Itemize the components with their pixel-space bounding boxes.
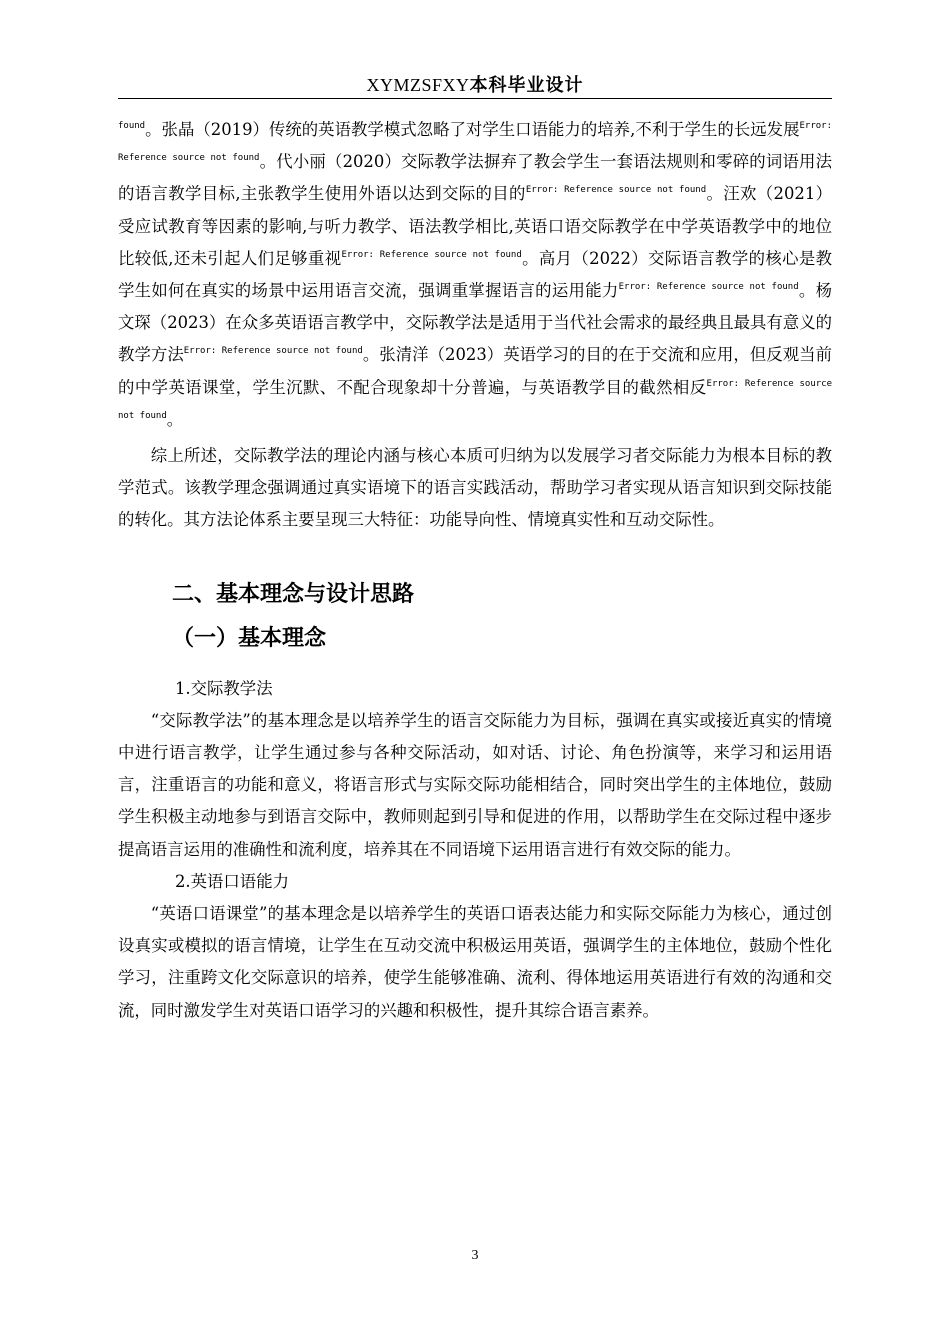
- error-ref: Error: Reference source not found: [525, 185, 707, 196]
- text-segment: 。代小丽（2020）交际教学法摒弃了教会学生一套语法规则和零碎的词语用法的语言教学目标,主张教学生使用外语以达到交际的目的: [118, 152, 832, 204]
- text-segment: 。高月（2022）交际语言教学的核心是教学生如何在真实的场景中运用语言交流，强调重掌握语言的运用能力: [118, 248, 833, 301]
- text-segment: 。杨文琛（2023）在众多英语语言教学中，交际教学法是适用于当代社会需求的最经典且最具有意义的教学方法: [118, 281, 832, 365]
- item2-title: 2.英语口语能力: [175, 871, 289, 891]
- error-ref: Error: Reference source not found: [341, 249, 522, 260]
- spacer: [118, 537, 832, 579]
- error-ref-fragment: found: [118, 121, 146, 131]
- header-title-cn: 本科毕业设计: [469, 75, 584, 96]
- text-segment: 。汪欢（2021）受应试教育等因素的影响,与听力教学、语法教学相比,英语口语交际教学在中学英语教学中的地位比较低,还未引起人们足够重视: [118, 184, 833, 268]
- paragraph-literature-review: [118, 114, 832, 436]
- page-body: [118, 114, 832, 1027]
- text-segment: 。张晶（2019）传统的英语教学模式忽略了对学生口语能力的培养,不利于学生的长远发展: [145, 120, 800, 139]
- error-ref: Error: Reference source not found: [618, 282, 799, 293]
- section-title: 二、基本理念与设计思路: [172, 581, 415, 607]
- error-ref: Error: Reference source not found: [118, 121, 832, 164]
- error-ref: Error: Reference source not found: [183, 346, 363, 357]
- item1-body: “交际教学法”的基本理念是以培养学生的语言交际能力为目标，强调在真实或接近真实的情境中进行语言教学，让学生通过参与各种交际活动，如对话、讨论、角色扮演等，来学习和运用语言，注重语言的功能和意义，将语言形式与实际交际功能相结合，同时突出学生的主体地位，鼓励学生积极主动地参与到语言交际中，教师则起到引导和促进的作用，以帮助学生在交际过程中逐步提高语言运用的准确性和流利度，培养其在不同语境下运用语言进行有效交际的能力。: [118, 710, 832, 859]
- header-rule: [118, 98, 832, 99]
- paragraph-summary: 综上所述，交际教学法的理论内涵与核心本质可归纳为以发展学习者交际能力为根本目标的教学范式。该教学理念强调通过真实语境下的语言实践活动，帮助学习者实现从语言知识到交际技能的转化。其方法论体系主要呈现三大特征：功能导向性、情境真实性和互动交际性。: [118, 446, 832, 530]
- error-ref: Error: Reference source not found: [118, 378, 833, 421]
- subsection-title: （一）基本理念: [172, 625, 327, 651]
- item2-body: “英语口语课堂”的基本理念是以培养学生的英语口语表达能力和实际交际能力为核心，通过创设真实或模拟的语言情境，让学生在互动交流中积极运用英语，强调学生的主体地位，鼓励个性化学习，注重跨文化交际意识的培养，使学生能够准确、流利、得体地运用英语进行有效的沟通和交流，同时激发学生对英语口语学习的兴趣和积极性，提升其综合语言素养。: [118, 904, 832, 1020]
- header-title-en: XYMZSFXY: [366, 75, 470, 95]
- page-header: [118, 72, 832, 98]
- text-segment: 。: [166, 409, 184, 429]
- page-number: 3: [471, 1248, 479, 1263]
- text-segment: 。张清洋（2023）英语学习的目的在于交流和应用，但反观当前的中学英语课堂，学生沉默、不配合现象却十分普遍，与英语教学目的截然相反: [118, 345, 832, 397]
- item1-title: 1.交际教学法: [175, 678, 273, 698]
